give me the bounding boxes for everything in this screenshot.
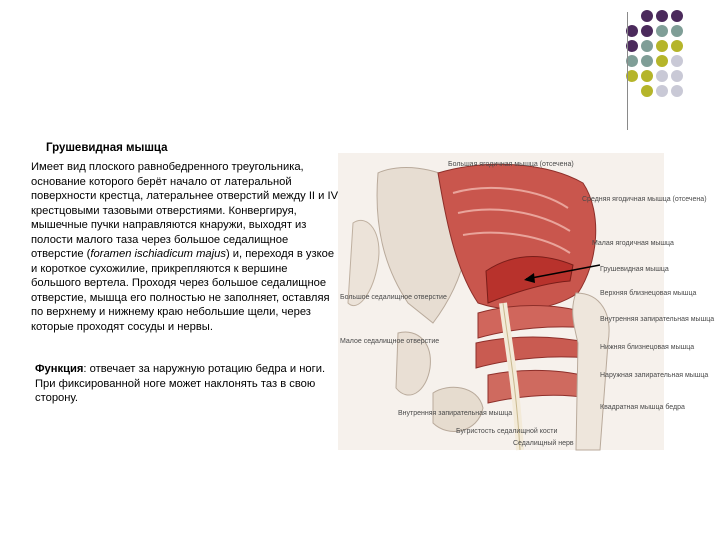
decor-dot (656, 25, 668, 37)
function-text (35, 362, 335, 406)
pelvis-muscles-drawing (338, 153, 715, 450)
decor-dot (641, 40, 653, 52)
function-label: Функция (35, 363, 84, 375)
decor-dot (671, 70, 683, 82)
decor-dot (641, 10, 653, 22)
decor-dot (671, 25, 683, 37)
label-upper-gemellus: Верхняя близнецовая мышца (600, 290, 697, 297)
decor-dot (656, 10, 668, 22)
function-description: : отвечает за наружную ротацию бедра и ноги. При фиксированной ноге может наклонять таз в свою сторону. (35, 363, 326, 404)
label-small-gluteal: Малая ягодичная мышца (592, 240, 674, 247)
label-lesser-sciatic-foramen: Малое седалищное отверстие (340, 338, 440, 345)
decor-dot (656, 40, 668, 52)
decor-dot (671, 40, 683, 52)
decor-dot (656, 85, 668, 97)
latin-term: foramen ischiadicum majus (90, 248, 226, 260)
label-greater-sciatic-foramen: Большое седалищное отверстие (340, 294, 447, 301)
slide-title: Грушевидная мышца (46, 142, 168, 154)
paragraph-part-1: Имеет вид плоского равнобедренного треугольника, основание которого берёт начало от латеральной поверхности крестца, латеральнее отверстий между II и IV крестцовыми тазовыми отверстиями. Конвергируя, мышечные пучки направляются кнаружи, выходят из полости малого таза через большое седалищное отверстие ( (31, 161, 339, 260)
decor-dot (641, 85, 653, 97)
label-external-obturator: Наружная запирательная мышца (600, 372, 709, 379)
decor-dot (671, 85, 683, 97)
decor-dot (671, 10, 683, 22)
divider-line (627, 12, 628, 130)
label-internal-obturator-bottom: Внутренняя запирательная мышца (398, 410, 513, 417)
paragraph-part-2: ) и, переходя в узкое и короткое сухожилие, прикрепляются к вершине большого вертела. Проходя через большое седалищное отверстие, мышца его полностью не заполняет, оставляя по верхнему и нижнему краю небольшие щели, через которые проходят сосуды и нервы. (31, 248, 335, 333)
label-middle-gluteal: Средняя ягодичная мышца (отсечена) (582, 196, 707, 203)
decor-dot (656, 55, 668, 67)
label-quadratus-femoris: Квадратная мышца бедра (600, 404, 685, 411)
decor-dot (641, 55, 653, 67)
decorative-dot-grid (640, 9, 720, 119)
label-internal-obturator: Внутренняя запирательная мышца (600, 316, 715, 323)
decor-dot (671, 55, 683, 67)
label-piriformis: Грушевидная мышца (600, 266, 669, 273)
decor-dot (641, 70, 653, 82)
decor-dot (656, 70, 668, 82)
label-lower-gemellus: Нижняя близнецовая мышца (600, 344, 695, 351)
label-sciatic-nerve: Седалищный нерв (513, 440, 574, 447)
label-top: Большая ягодичная мышца (отсечена) (448, 161, 574, 168)
decor-dot (641, 25, 653, 37)
anatomy-illustration (338, 153, 715, 450)
label-ischial-tuberosity: Бугристость седалищной кости (456, 428, 558, 435)
description-text (31, 160, 339, 334)
